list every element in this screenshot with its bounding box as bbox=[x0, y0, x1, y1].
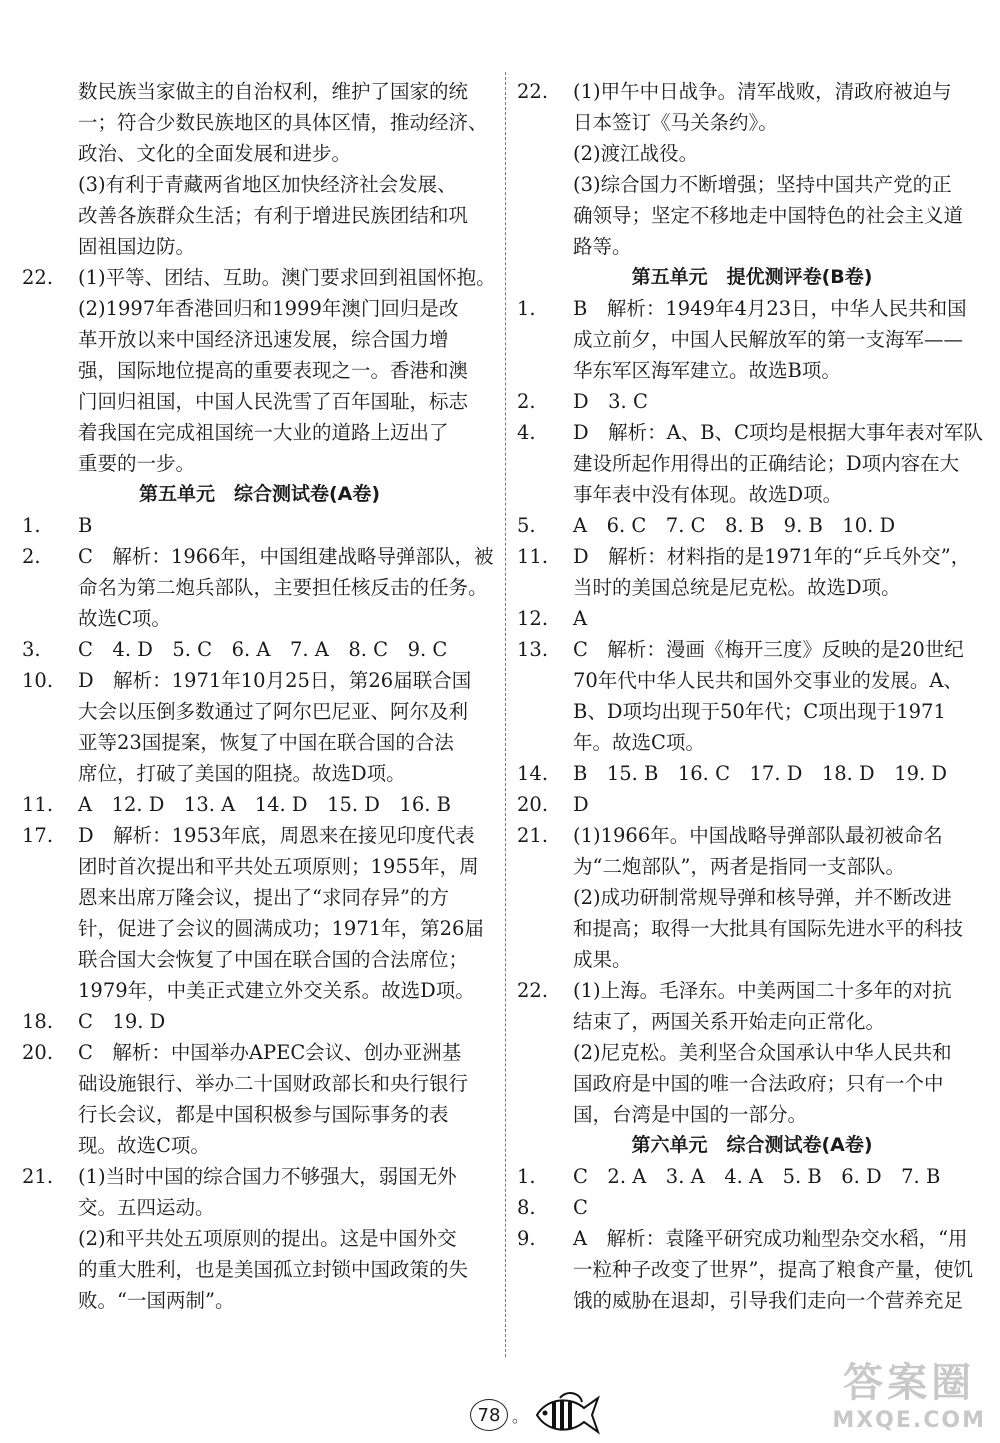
left-column bbox=[22, 76, 497, 1316]
text-line bbox=[22, 200, 497, 231]
text-line bbox=[517, 1192, 987, 1223]
text-line bbox=[517, 634, 987, 665]
line-text: A 6. C 7. C 8. B 9. B 10. D bbox=[573, 514, 896, 537]
line-text: (3)综合国力不断增强；坚持中国共产党的正 bbox=[573, 173, 952, 196]
text-line bbox=[22, 386, 497, 417]
line-text: 现。故选C项。 bbox=[78, 1134, 210, 1157]
text-line bbox=[517, 417, 987, 448]
line-text: (2)尼克松。美利坚合众国承认中华人民共和 bbox=[573, 1041, 952, 1064]
line-text: 年。故选C项。 bbox=[573, 731, 705, 754]
question-number: 12. bbox=[517, 607, 549, 630]
line-text: 改善各族群众生活；有利于增进民族团结和巩 bbox=[78, 204, 469, 227]
line-text: A 解析：袁隆平研究成功籼型杂交水稻，“用 bbox=[573, 1227, 968, 1250]
text-line bbox=[517, 541, 987, 572]
text-line bbox=[517, 975, 987, 1006]
text-line bbox=[22, 1223, 497, 1254]
text-line bbox=[22, 417, 497, 448]
line-text: 命名为第二炮兵部队，主要担任核反击的任务。 bbox=[78, 576, 488, 599]
line-text: 交。五四运动。 bbox=[78, 1196, 215, 1219]
line-text: 革开放以来中国经济迅速发展，综合国力增 bbox=[78, 328, 449, 351]
line-text: 大会以压倒多数通过了阿尔巴尼亚、阿尔及利 bbox=[78, 700, 469, 723]
line-text: 败。“一国两制”。 bbox=[78, 1289, 235, 1312]
line-text: C 解析：漫画《梅开三度》反映的是20世纪 bbox=[573, 638, 964, 661]
text-line bbox=[517, 231, 987, 262]
section-heading bbox=[517, 1130, 987, 1161]
question-number: 8. bbox=[517, 1196, 536, 1219]
question-number: 4. bbox=[517, 421, 536, 444]
line-text: 饿的威胁在退却，引导我们走向一个营养充足 bbox=[573, 1289, 964, 1312]
line-text: 为“二炮部队”，两者是指同一支部队。 bbox=[573, 855, 905, 878]
line-text: D 解析：A、B、C项均是根据大事年表对军队 bbox=[573, 421, 983, 444]
question-number: 1. bbox=[517, 297, 536, 320]
page-footer bbox=[470, 1390, 602, 1440]
text-line bbox=[22, 1161, 497, 1192]
text-line bbox=[22, 975, 497, 1006]
question-number: 22. bbox=[517, 979, 549, 1002]
line-text: B、D项均出现于50年代；C项出现于1971 bbox=[573, 700, 946, 723]
text-line bbox=[517, 1223, 987, 1254]
text-line bbox=[22, 1099, 497, 1130]
text-line bbox=[22, 541, 497, 572]
line-text: 联合国大会恢复了中国在联合国的合法席位； bbox=[78, 948, 469, 971]
line-text: 门回归祖国，中国人民洗雪了百年国耻，标志 bbox=[78, 390, 469, 413]
line-text: 事年表中没有体现。故选D项。 bbox=[573, 483, 843, 506]
question-number: 22. bbox=[22, 266, 54, 289]
line-text: A bbox=[573, 607, 588, 630]
line-text: C 19. D bbox=[78, 1010, 166, 1033]
text-line bbox=[22, 1192, 497, 1223]
text-line bbox=[22, 1006, 497, 1037]
line-text: 数民族当家做主的自治权利，维护了国家的统 bbox=[78, 80, 469, 103]
text-line bbox=[517, 1254, 987, 1285]
line-text: D 解析：材料指的是1971年的“乒乓外交”， bbox=[573, 545, 971, 568]
text-line bbox=[517, 1068, 987, 1099]
line-text: 础设施银行、举办二十国财政部长和央行银行 bbox=[78, 1072, 469, 1095]
question-number: 21. bbox=[517, 824, 549, 847]
line-text: 固祖国边防。 bbox=[78, 235, 196, 258]
column-divider bbox=[505, 72, 506, 1357]
text-line bbox=[22, 1254, 497, 1285]
text-line bbox=[22, 758, 497, 789]
line-text: C 解析：1966年，中国组建战略导弹部队，被 bbox=[78, 545, 494, 568]
line-text: C 4. D 5. C 6. A 7. A 8. C 9. C bbox=[78, 638, 448, 661]
line-text: 重要的一步。 bbox=[78, 452, 196, 475]
text-line bbox=[22, 231, 497, 262]
line-text: 国，台湾是中国的一部分。 bbox=[573, 1103, 808, 1126]
line-text: (2)渡江战役。 bbox=[573, 142, 699, 165]
section-heading bbox=[517, 262, 987, 293]
text-line bbox=[22, 944, 497, 975]
line-text: (1)1966年。中国战略导弹部队最初被命名 bbox=[573, 824, 943, 847]
question-number: 20. bbox=[22, 1041, 54, 1064]
question-number: 9. bbox=[517, 1227, 536, 1250]
line-text: (1)当时中国的综合国力不够强大，弱国无外 bbox=[78, 1165, 457, 1188]
line-text: (1)甲午中日战争。清军战败，清政府被迫与 bbox=[573, 80, 952, 103]
question-number: 11. bbox=[22, 793, 54, 816]
line-text: 确领导；坚定不移地走中国特色的社会主义道 bbox=[573, 204, 964, 227]
text-line bbox=[517, 665, 987, 696]
line-text: 政治、文化的全面发展和进步。 bbox=[78, 142, 352, 165]
text-line bbox=[22, 603, 497, 634]
line-text: C bbox=[573, 1196, 588, 1219]
line-text: 建设所起作用得出的正确结论；D项内容在大 bbox=[573, 452, 960, 475]
text-line bbox=[22, 107, 497, 138]
text-line bbox=[22, 138, 497, 169]
line-text: (3)有利于青藏两省地区加快经济社会发展、 bbox=[78, 173, 457, 196]
question-number: 20. bbox=[517, 793, 549, 816]
question-number: 1. bbox=[22, 514, 41, 537]
line-text: 亚等23国提案，恢复了中国在联合国的合法 bbox=[78, 731, 454, 754]
text-line bbox=[22, 1130, 497, 1161]
line-text: 行长会议，都是中国积极参与国际事务的表 bbox=[78, 1103, 449, 1126]
line-text: 恩来出席万隆会议，提出了“求同存异”的方 bbox=[78, 886, 449, 909]
text-line bbox=[517, 107, 987, 138]
line-text: 的重大胜利，也是美国孤立封锁中国政策的失 bbox=[78, 1258, 469, 1281]
text-line bbox=[517, 169, 987, 200]
text-line bbox=[22, 727, 497, 758]
line-text: 国政府是中国的唯一合法政府；只有一个中 bbox=[573, 1072, 944, 1095]
text-line bbox=[22, 355, 497, 386]
line-text: 强，国际地位提高的重要表现之一。香港和澳 bbox=[78, 359, 469, 382]
fish-icon bbox=[532, 1390, 602, 1440]
question-number: 13. bbox=[517, 638, 549, 661]
text-line bbox=[517, 293, 987, 324]
text-line bbox=[517, 200, 987, 231]
text-line bbox=[22, 1068, 497, 1099]
text-line bbox=[22, 1285, 497, 1316]
line-text: B bbox=[78, 514, 93, 537]
question-number: 2. bbox=[22, 545, 41, 568]
line-text: (2)1997年香港回归和1999年澳门回归是改 bbox=[78, 297, 459, 320]
line-text: 华东军区海军建立。故选B项。 bbox=[573, 359, 841, 382]
line-text: 成果。 bbox=[573, 948, 632, 971]
question-number: 1. bbox=[517, 1165, 536, 1188]
watermark-logo-text: 答案圈 bbox=[843, 1360, 976, 1406]
text-line bbox=[517, 76, 987, 107]
text-line bbox=[517, 510, 987, 541]
text-line bbox=[22, 510, 497, 541]
question-number: 10. bbox=[22, 669, 54, 692]
line-text: 席位，打破了美国的阻挠。故选D项。 bbox=[78, 762, 406, 785]
question-number: 22. bbox=[517, 80, 549, 103]
text-line bbox=[517, 913, 987, 944]
line-text: 日本签订《马关条约》。 bbox=[573, 111, 778, 134]
text-line bbox=[517, 758, 987, 789]
text-line bbox=[22, 262, 497, 293]
text-line bbox=[22, 665, 497, 696]
line-text: C 2. A 3. A 4. A 5. B 6. D 7. B bbox=[573, 1165, 941, 1188]
line-text: 成立前夕，中国人民解放军的第一支海军—— bbox=[573, 328, 964, 351]
text-line bbox=[517, 324, 987, 355]
text-line bbox=[22, 789, 497, 820]
text-line bbox=[22, 169, 497, 200]
line-text: B 解析：1949年4月23日，中华人民共和国 bbox=[573, 297, 967, 320]
question-number: 14. bbox=[517, 762, 549, 785]
line-text: D 解析：1953年底，周恩来在接见印度代表 bbox=[78, 824, 475, 847]
line-text: 针，促进了会议的圆满成功；1971年，第26届 bbox=[78, 917, 484, 940]
text-line bbox=[22, 293, 497, 324]
line-text: 1979年，中美正式建立外交关系。故选D项。 bbox=[78, 979, 475, 1002]
line-text: (1)平等、团结、互助。澳门要求回到祖国怀抱。 bbox=[78, 266, 496, 289]
line-text: 和提高；取得一大批具有国际先进水平的科技 bbox=[573, 917, 964, 940]
text-line bbox=[22, 324, 497, 355]
line-text: 一；符合少数民族地区的具体区情，推动经济、 bbox=[78, 111, 488, 134]
line-text: C 解析：中国举办APEC会议、创办亚洲基 bbox=[78, 1041, 462, 1064]
text-line bbox=[517, 448, 987, 479]
page-dot: 。 bbox=[512, 1406, 529, 1426]
text-line bbox=[517, 138, 987, 169]
text-line bbox=[517, 355, 987, 386]
text-line bbox=[517, 1099, 987, 1130]
line-text: D 解析：1971年10月25日，第26届联合国 bbox=[78, 669, 472, 692]
question-number: 18. bbox=[22, 1010, 54, 1033]
page-number: 78 bbox=[470, 1399, 508, 1431]
text-line bbox=[22, 1037, 497, 1068]
line-text: 第五单元 提优测评卷(B卷) bbox=[631, 266, 873, 288]
text-line bbox=[517, 603, 987, 634]
text-line bbox=[517, 820, 987, 851]
text-line bbox=[517, 851, 987, 882]
line-text: 着我国在完成祖国统一大业的道路上迈出了 bbox=[78, 421, 449, 444]
text-line bbox=[517, 882, 987, 913]
text-line bbox=[517, 944, 987, 975]
text-line bbox=[22, 913, 497, 944]
question-number: 17. bbox=[22, 824, 54, 847]
line-text: D bbox=[573, 793, 589, 816]
text-line bbox=[517, 789, 987, 820]
line-text: (1)上海。毛泽东。中美两国二十多年的对抗 bbox=[573, 979, 952, 1002]
text-line bbox=[517, 1037, 987, 1068]
text-line bbox=[22, 882, 497, 913]
line-text: A 12. D 13. A 14. D 15. D 16. B bbox=[78, 793, 451, 816]
text-line bbox=[22, 634, 497, 665]
text-line bbox=[517, 386, 987, 417]
text-line bbox=[22, 572, 497, 603]
text-line bbox=[22, 851, 497, 882]
text-line bbox=[517, 696, 987, 727]
section-heading bbox=[22, 479, 497, 510]
text-line bbox=[22, 820, 497, 851]
right-column bbox=[517, 76, 987, 1316]
line-text: 第五单元 综合测试卷(A卷) bbox=[138, 483, 381, 505]
text-line bbox=[517, 727, 987, 758]
question-number: 2. bbox=[517, 390, 536, 413]
text-line bbox=[22, 448, 497, 479]
line-text: 路等。 bbox=[573, 235, 632, 258]
text-line bbox=[517, 1285, 987, 1316]
line-text: 第六单元 综合测试卷(A卷) bbox=[631, 1134, 873, 1156]
line-text: (2)和平共处五项原则的提出。这是中国外交 bbox=[78, 1227, 457, 1250]
line-text: B 15. B 16. C 17. D 18. D 19. D bbox=[573, 762, 948, 785]
question-number: 5. bbox=[517, 514, 536, 537]
line-text: D 3. C bbox=[573, 390, 648, 413]
text-line bbox=[517, 1161, 987, 1192]
text-line bbox=[517, 479, 987, 510]
line-text: (2)成功研制常规导弹和核导弹，并不断改进 bbox=[573, 886, 952, 909]
line-text: 当时的美国总统是尼克松。故选D项。 bbox=[573, 576, 901, 599]
text-line bbox=[517, 1006, 987, 1037]
text-line bbox=[22, 76, 497, 107]
line-text: 一粒种子改变了世界”，提高了粮食产量，使饥 bbox=[573, 1258, 973, 1281]
text-line bbox=[517, 572, 987, 603]
question-number: 21. bbox=[22, 1165, 54, 1188]
watermark-url: MXQE.COM bbox=[832, 1408, 986, 1433]
text-line bbox=[22, 696, 497, 727]
line-text: 故选C项。 bbox=[78, 607, 171, 630]
line-text: 结束了，两国关系开始走向正常化。 bbox=[573, 1010, 886, 1033]
line-text: 团时首次提出和平共处五项原则；1955年，周 bbox=[78, 855, 479, 878]
question-number: 11. bbox=[517, 545, 549, 568]
question-number: 3. bbox=[22, 638, 41, 661]
line-text: 70年代中华人民共和国外交事业的发展。A、 bbox=[573, 669, 963, 692]
watermark bbox=[832, 1351, 986, 1433]
